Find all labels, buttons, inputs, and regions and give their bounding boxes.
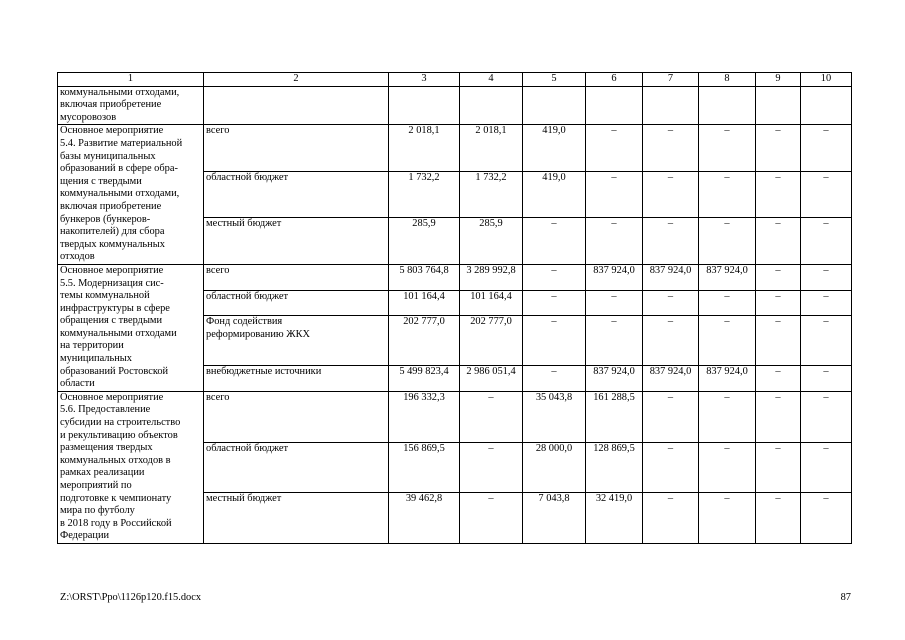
cell-line: областной бюджет [206, 442, 289, 454]
cell-line: Основное мероприятие [60, 125, 164, 137]
empty-cell [460, 86, 523, 125]
cell-line: в 2018 году в Российской [60, 517, 172, 529]
cell-line: коммунальными отходами, [60, 188, 180, 200]
table-row [58, 264, 852, 290]
cell-line: всего [206, 264, 230, 276]
value-cell: – [643, 391, 699, 442]
table-row [58, 86, 852, 125]
value-cell: – [756, 218, 801, 265]
value-cell: – [643, 218, 699, 265]
value-cell: 5 499 823,4 [389, 366, 460, 392]
funding-source-cell [204, 493, 389, 544]
value-cell: – [523, 218, 586, 265]
value-cell: 837 924,0 [699, 264, 756, 290]
column-header: 7 [643, 73, 699, 87]
cell-line: мусоровозов [60, 111, 117, 123]
empty-cell [801, 86, 852, 125]
funding-source-cell [204, 366, 389, 392]
value-cell: – [699, 391, 756, 442]
value-cell: 837 924,0 [643, 366, 699, 392]
cell-line: местный бюджет [206, 493, 282, 505]
cell-line: включая приобретение [60, 99, 162, 111]
value-cell: – [460, 391, 523, 442]
value-cell: – [460, 493, 523, 544]
value-cell: – [586, 316, 643, 366]
value-cell: 7 043,8 [523, 493, 586, 544]
value-cell: 202 777,0 [460, 316, 523, 366]
cell-line: субсидии на строительство [60, 417, 181, 429]
value-cell: 39 462,8 [389, 493, 460, 544]
cell-line: щения с твердыми [60, 175, 142, 187]
value-cell: – [643, 125, 699, 172]
cell-line: Федерации [60, 530, 110, 542]
empty-cell [756, 86, 801, 125]
value-cell: 35 043,8 [523, 391, 586, 442]
funding-source-cell [204, 316, 389, 366]
cell-line: местный бюджет [206, 218, 282, 230]
value-cell: – [756, 493, 801, 544]
measure-cell [58, 125, 204, 265]
value-cell: – [756, 171, 801, 218]
value-cell: – [699, 493, 756, 544]
value-cell: – [699, 290, 756, 316]
value-cell: – [801, 125, 852, 172]
cell-line: коммунальными отходами, [60, 86, 180, 98]
value-cell: – [643, 493, 699, 544]
value-cell: – [801, 290, 852, 316]
funding-source-cell [204, 218, 389, 265]
cell-line: реформированию ЖКХ [206, 329, 311, 341]
cell-line: 5.5. Модернизация сис- [60, 277, 164, 289]
cell-line: областной бюджет [206, 171, 289, 183]
value-cell: – [586, 125, 643, 172]
value-cell: 2 018,1 [389, 125, 460, 172]
value-cell: – [523, 366, 586, 392]
value-cell: 1 732,2 [389, 171, 460, 218]
funding-source-cell [204, 442, 389, 493]
value-cell: – [586, 171, 643, 218]
measure-cell [58, 391, 204, 543]
value-cell: 161 288,5 [586, 391, 643, 442]
cell-line: базы муниципальных [60, 150, 156, 162]
value-cell: – [756, 264, 801, 290]
empty-cell [643, 86, 699, 125]
value-cell: – [643, 442, 699, 493]
value-cell: 837 924,0 [586, 264, 643, 290]
cell-line: внебюджетные источники [206, 366, 322, 378]
value-cell: – [756, 391, 801, 442]
cell-line: 5.4. Развитие материальной [60, 137, 183, 149]
cell-line: всего [206, 125, 230, 137]
column-header: 4 [460, 73, 523, 87]
cell-line: мира по футболу [60, 505, 135, 517]
value-cell: – [756, 290, 801, 316]
value-cell: – [523, 290, 586, 316]
value-cell: 156 869,5 [389, 442, 460, 493]
value-cell: – [801, 391, 852, 442]
column-header: 6 [586, 73, 643, 87]
file-path: Z:\ORST\Ppo\1126p120.f15.docx [60, 592, 202, 603]
value-cell: – [699, 125, 756, 172]
value-cell: – [586, 218, 643, 265]
value-cell: 5 803 764,8 [389, 264, 460, 290]
value-cell: 285,9 [460, 218, 523, 265]
value-cell: 32 419,0 [586, 493, 643, 544]
cell-line: Основное мероприятие [60, 264, 164, 276]
value-cell: 128 869,5 [586, 442, 643, 493]
empty-cell [699, 86, 756, 125]
empty-cell [586, 86, 643, 125]
value-cell: – [801, 171, 852, 218]
value-cell: – [699, 218, 756, 265]
cell-line: темы коммунальной [60, 290, 150, 302]
value-cell: – [801, 218, 852, 265]
funding-source-cell [204, 171, 389, 218]
funding-source-cell [204, 391, 389, 442]
cell-line: и рекультивацию объектов [60, 429, 178, 441]
value-cell: – [801, 366, 852, 392]
empty-cell [523, 86, 586, 125]
table-body [58, 73, 852, 544]
column-header: 2 [204, 73, 389, 87]
column-header: 9 [756, 73, 801, 87]
cell-line: образований Ростовской [60, 365, 169, 377]
value-cell: 202 777,0 [389, 316, 460, 366]
cell-line: области [60, 378, 95, 390]
column-header: 5 [523, 73, 586, 87]
value-cell: – [699, 316, 756, 366]
value-cell: 101 164,4 [389, 290, 460, 316]
measure-cell [58, 264, 204, 391]
column-header: 10 [801, 73, 852, 87]
value-cell: 101 164,4 [460, 290, 523, 316]
program-table [57, 72, 852, 544]
column-header: 8 [699, 73, 756, 87]
value-cell: – [699, 442, 756, 493]
value-cell: – [756, 316, 801, 366]
cell-line: размещения твердых [60, 442, 153, 454]
value-cell: – [699, 171, 756, 218]
value-cell: – [643, 316, 699, 366]
column-header: 1 [58, 73, 204, 87]
cell-line: муниципальных [60, 353, 132, 365]
measure-cell [58, 86, 204, 125]
cell-line: 5.6. Предоставление [60, 404, 151, 416]
cell-line: твердых коммунальных [60, 238, 165, 250]
value-cell: 2 986 051,4 [460, 366, 523, 392]
cell-line: инфраструктуры в сфере [60, 302, 170, 314]
value-cell: – [756, 125, 801, 172]
value-cell: – [801, 493, 852, 544]
cell-line: включая приобретение [60, 200, 162, 212]
funding-source-cell [204, 125, 389, 172]
cell-line: коммунальных отходов в [60, 454, 171, 466]
cell-line: обращения с твердыми [60, 315, 163, 327]
table-row [58, 125, 852, 172]
value-cell: – [460, 442, 523, 493]
cell-line: подготовке к чемпионату [60, 492, 172, 504]
value-cell: – [756, 442, 801, 493]
value-cell: 419,0 [523, 125, 586, 172]
value-cell: 837 924,0 [586, 366, 643, 392]
cell-line: накопителей) для сбора [60, 226, 165, 238]
page-number: 87 [840, 592, 851, 603]
cell-line: бункеров (бункеров- [60, 213, 151, 225]
value-cell: 419,0 [523, 171, 586, 218]
cell-line: коммунальными отходами [60, 327, 177, 339]
value-cell: 837 924,0 [699, 366, 756, 392]
value-cell: 28 000,0 [523, 442, 586, 493]
value-cell: 196 332,3 [389, 391, 460, 442]
value-cell: – [643, 290, 699, 316]
column-header: 3 [389, 73, 460, 87]
cell-line: рамках реализации [60, 467, 145, 479]
value-cell: – [756, 366, 801, 392]
value-cell: – [586, 290, 643, 316]
value-cell: – [801, 316, 852, 366]
value-cell: 2 018,1 [460, 125, 523, 172]
empty-cell [204, 86, 389, 125]
cell-line: отходов [60, 251, 95, 263]
value-cell: 1 732,2 [460, 171, 523, 218]
header-row [58, 73, 852, 87]
cell-line: Основное мероприятие [60, 391, 164, 403]
value-cell: 3 289 992,8 [460, 264, 523, 290]
funding-source-cell [204, 264, 389, 290]
cell-line: образований в сфере обра- [60, 163, 178, 175]
value-cell: 837 924,0 [643, 264, 699, 290]
cell-line: Фонд содействия [206, 316, 283, 328]
value-cell: – [801, 442, 852, 493]
cell-line: областной бюджет [206, 290, 289, 302]
value-cell: – [523, 264, 586, 290]
cell-line: всего [206, 391, 230, 403]
value-cell: 285,9 [389, 218, 460, 265]
empty-cell [389, 86, 460, 125]
table-row [58, 391, 852, 442]
cell-line: мероприятий по [60, 480, 132, 491]
cell-line: на территории [60, 340, 124, 352]
value-cell: – [801, 264, 852, 290]
funding-source-cell [204, 290, 389, 316]
value-cell: – [523, 316, 586, 366]
value-cell: – [643, 171, 699, 218]
